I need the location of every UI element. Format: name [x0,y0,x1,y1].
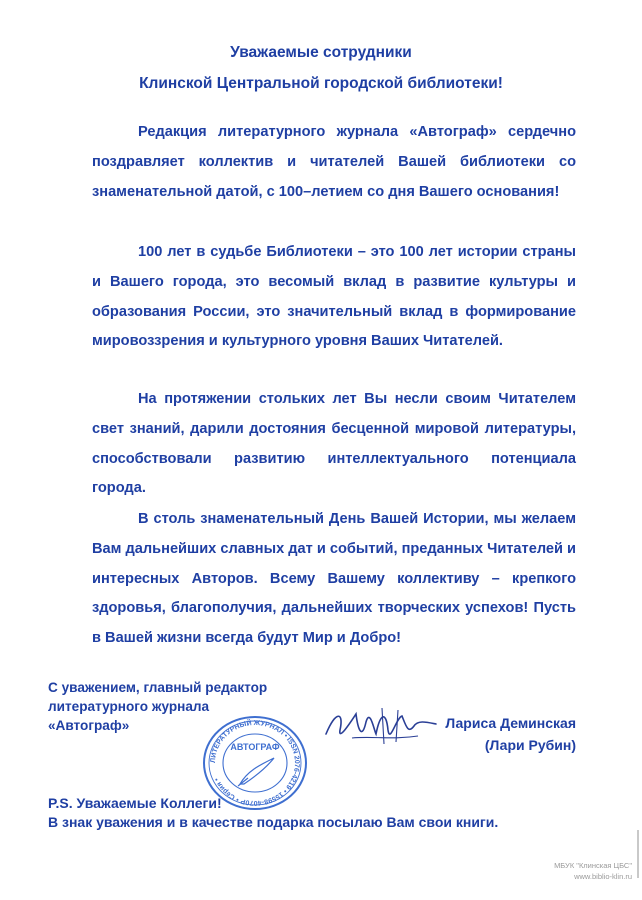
paragraph-years: На протяжении стольких лет Вы несли своим Читателем свет знаний, дарили достояния бесценной мировой литературы, способствовали развитию интеллектуального потенциала города. [92,391,576,497]
paragraph-history: 100 лет в судьбе Библиотеки – это 100 лет истории страны и Вашего города, это весомый вклад в развитие культуры и образования России, это значительный вклад в формирование мировоззрения и культурного уровня Ваших Читателей. [92,244,576,350]
stamp-ring-text: ЛИТЕРАТУРНЫЙ ЖУРНАЛ • ISSN 2076-4219 • 15598-4070Р • Серия • [209,719,301,807]
handwritten-signature [322,700,442,752]
salutation-line-2: Клинской Центральной городской библиотеки! [139,75,503,92]
closing-line-3: «Автограф» [48,717,130,733]
scan-edge-mark [637,830,639,878]
postscript-line-2: В знак уважения и в качестве подарка посылаю Вам свои книги. [48,814,499,830]
watermark-line-1: МБУК "Клинская ЦБС" [554,861,632,870]
library-watermark [498,860,632,882]
signer-pseudonym: (Лари Рубин) [484,737,576,753]
closing-line-1: С уважением, главный редактор [48,680,268,695]
postscript-block [48,794,608,832]
paragraph-congratulation: Редакция литературного журнала «Автограф» сердечно поздравляет коллектив и читателей Вашей библиотеки со знаменательной датой, с 100–летием со дня Вашего основания! [92,124,576,200]
watermark-line-2: www.biblio-klin.ru [574,872,632,881]
paragraph-wishes: В столь знаменательный День Вашей Истории, мы желаем Вам дальнейших славных дат и событий, преданных Читателей и интересных Авторов. Всему Вашему коллективу – крепкого здоровья, благополучия, дальнейших творческих успехов! Пусть в Вашей жизни всегда будут Мир и Добро! [92,511,577,647]
signer-name: Лариса Деминская [445,715,576,731]
salutation-line-1: Уважаемые сотрудники [230,44,412,61]
closing-line-2: литературного журнала [48,698,210,714]
postscript-line-1: P.S. Уважаемые Коллеги! [48,795,222,811]
stamp-center-text: АВТОГРАФ [230,742,280,752]
